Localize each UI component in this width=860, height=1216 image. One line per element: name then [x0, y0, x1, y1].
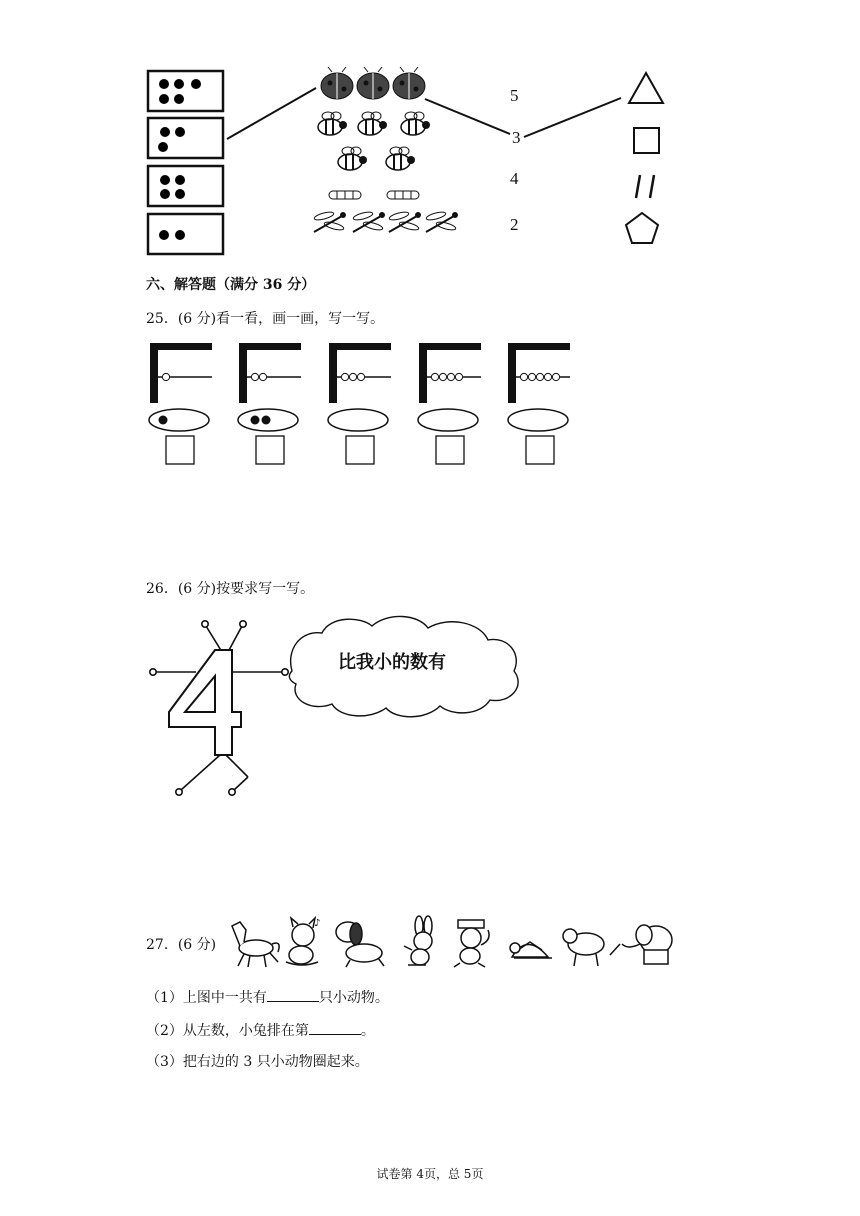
dog-icon	[336, 922, 384, 967]
cat-icon	[286, 918, 320, 965]
number-2: 2	[510, 215, 519, 234]
turtle-icon	[510, 942, 552, 958]
page-footer: 试卷第 4页，总 5页	[376, 1167, 484, 1181]
svg-text:♪: ♪	[314, 918, 321, 929]
rabbit-icon	[404, 916, 432, 965]
q27-sub3: （3）把右边的 3 只小动物圈起来。	[146, 1054, 369, 1070]
q27-sub2	[146, 1020, 375, 1040]
number-4: 4	[510, 169, 519, 188]
q26-prompt: 26．(6 分)按要求写一写。	[146, 581, 315, 597]
answer-blank-2[interactable]	[309, 1020, 361, 1035]
bubble-text: 比我小的数有	[338, 652, 446, 673]
sheep-icon	[563, 929, 604, 966]
section-title: 六、解答题（满分 36 分）	[146, 277, 316, 293]
answer-blank-1[interactable]	[267, 987, 319, 1002]
q25-prompt: 25．(6 分)看一看，画一画，写一写。	[146, 311, 385, 327]
q27-sub2-text-post: 。	[360, 1023, 375, 1039]
q27-sub2-text-pre: （2）从左数，小兔排在第	[146, 1023, 309, 1039]
number-3: 3	[512, 128, 521, 147]
q27-sub1	[146, 987, 389, 1007]
q27-sub1-text-post: 只小动物。	[318, 990, 389, 1006]
q27-prompt: 27．(6 分)	[146, 937, 217, 953]
elephant-icon	[610, 925, 672, 964]
horse-icon	[232, 922, 279, 967]
number-5: 5	[510, 86, 519, 105]
q27-sub1-text-pre: （1）上图中一共有	[146, 990, 267, 1006]
monkey-icon	[454, 920, 489, 967]
